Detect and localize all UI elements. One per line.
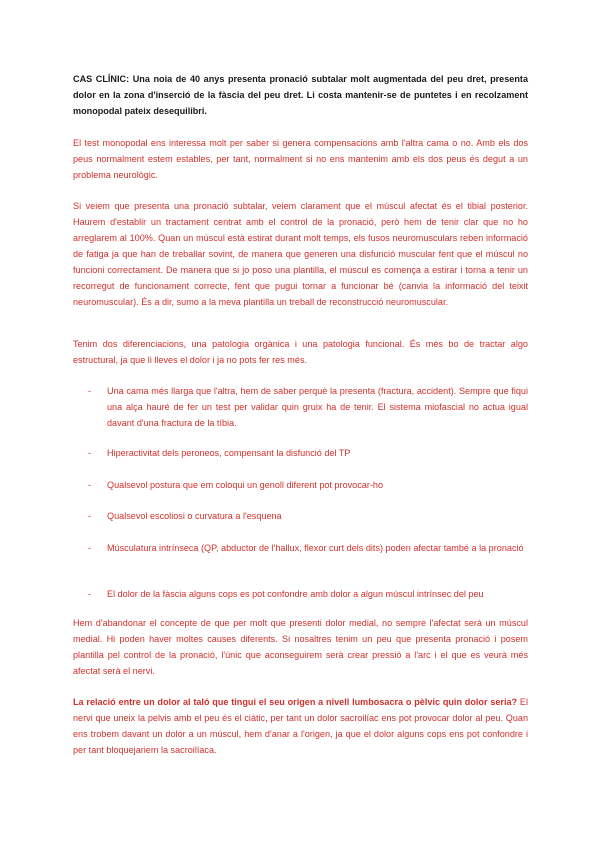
list-item-text: El dolor de la fàscia alguns cops es pot confondre amb dolor a algun múscul intrínsec del peu xyxy=(107,589,484,599)
list-item-text: Qualsevol postura que em coloqui un genoll diferent pot provocar-ho xyxy=(107,480,384,490)
list-item-text: Una cama més llarga que l'altra, hem de saber perquè la presenta (fractura, accident). Sempre que fiqui una alça hauré de fer un test per validar quin gruix ha de tenir. El sistema miofascial no actua igual davant d'una fractura de la tíbia. xyxy=(107,386,528,428)
list-item-text: Hiperactivitat dels peroneos, compensant la disfunció del TP xyxy=(107,448,351,458)
list-item xyxy=(88,540,528,556)
list-dash: - xyxy=(88,480,92,490)
list-dash: - xyxy=(88,589,92,599)
list-dash: - xyxy=(88,543,92,553)
case-heading: CAS CLÍNIC: Una noia de 40 anys presenta pronació subtalar molt augmentada del peu dret, presenta dolor en la zona d'inserció de la fàscia del peu dret. Li costa mantenir-se de puntetes i en recolzament monopodal pateix desequilibri. xyxy=(73,74,528,116)
heel-pain-answer: El nervi que uneix la pelvis amb el peu és el ciàtic, per tant un dolor sacroilíac ens pot provocar dolor al peu. Quan ens trobem davant un dolor a un múscul, hem d'anar a l'origen, ja que el dolor alguns cops ens pot confondre i per tant bloquejariem la sacroilíaca. xyxy=(73,697,528,755)
list-item-text: Qualsevol escoliosi o curvatura a l'esquena xyxy=(107,511,282,521)
paragraph-differentiations: Tenim dos diferenciacions, una patologia orgànica i una patologia funcional. És més bo de tractar algo estructural, ja que li lleves el dolor i ja no pots fer res més. xyxy=(73,339,528,365)
heel-pain-question: La relació entre un dolor al taló que tingui el seu origen a nivell lumbosacra o pèlvic quin dolor seria? xyxy=(73,697,518,707)
list-item xyxy=(88,586,528,602)
paragraph-subtalar-pronation: Si veiem que presenta una pronació subtalar, veiem clarament que el múscul afectat és el tibial posterior. Haurem d'establir un tractament centrat amb el control de la pronació, però hem de tenir clar que no ho arreglarem al 100%. Quan un múscul està estirat durant molt temps, els fusos neuromusculars reben informació de fatiga ja que han de treballar sovint, de manera que generen una disfunció muscular fent que el múscul no funcioni correctament. De manera que si jo poso una plantilla, el múscul es comença a estirar i torna a tenir un recorregut de funcionament correcte, fent que pugui tornar a funcionar bé (canvia la informació del teixit neuromuscular). És a dir, sumo a la meva plantilla un treball de reconstrucció neuromuscular. xyxy=(73,201,528,307)
list-item-text: Músculatura intrínseca (QP, abductor de l'hallux, flexor curt dels dits) poden afectar també a la pronació xyxy=(107,543,524,553)
list-dash: - xyxy=(88,448,92,458)
paragraph-monopodal-test: El test monopodal ens interessa molt per saber si genera compensacions amb l'altra cama o no. Amb els dos peus normalment estem estables, per tant, normalment si no ens mantenim amb els dos peus és degut a un problema neurològic. xyxy=(73,138,528,180)
list-dash: - xyxy=(88,511,92,521)
paragraph-medial-pain: Hem d'abandonar el concepte de que per molt que presenti dolor medial, no sempre l'afectat serà un múscul medial. Hi poden haver moltes causes diferents. Si nosaltres tenim un peu que presenta pronació i posem plantilla pel control de la pronació, l'únic que aconseguirem serà crear pressió a l'arc i el que es veurà més afectat serà el nervi. xyxy=(73,618,528,676)
list-item xyxy=(88,383,528,431)
paragraph-heel-pain xyxy=(73,694,528,758)
list-item xyxy=(88,445,528,461)
list-dash: - xyxy=(88,386,92,396)
list-item xyxy=(88,508,528,524)
list-item xyxy=(88,477,528,493)
